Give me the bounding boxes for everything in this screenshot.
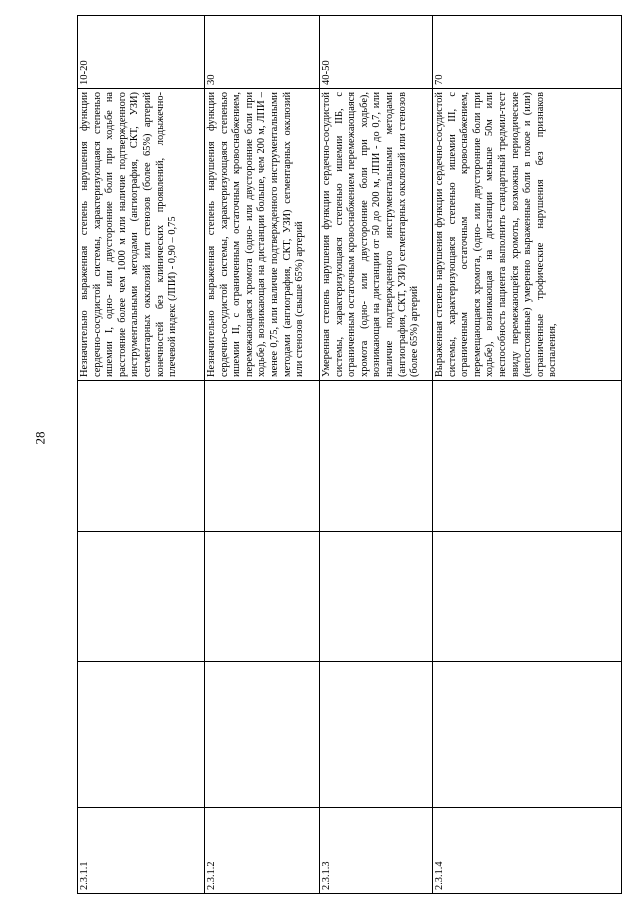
empty-cell xyxy=(78,532,205,662)
row-description: Умеренная степень нарушения функции сердечно-сосудистой системы, характеризующаяся степенью ишемии IIБ, с ограниченным остаточным кровоснабжением перемежающаяся хромота (одно- или двусторонние боли при ходьбе), возникающая на дистанции от 50 до 200 м, ЛПИ - до 0,7, или наличие подтвержденного инструментальными методами (ангиография, СКТ, УЗИ) сегментарных окклюзий или стенозов (более 65%) артерий xyxy=(320,89,433,381)
row-code: 2.3.1.4 xyxy=(433,808,622,894)
empty-cell xyxy=(205,381,320,532)
row-percent: 30 xyxy=(205,16,320,89)
empty-cell xyxy=(320,532,433,662)
row-code: 2.3.1.1 xyxy=(78,808,205,894)
row-percent: 10-20 xyxy=(78,16,205,89)
row-percent: 70 xyxy=(433,16,622,89)
empty-cell xyxy=(433,381,622,532)
empty-cell xyxy=(433,662,622,808)
row-description: Незначительно выраженная степень нарушения функции сердечно-сосудистой системы, характеризующаяся степенью ишемии I, одно- или двусторонние боли при ходьбе на расстояние более чем 1000 м или наличие подтвержденного инструментальными методами (ангиография, СКТ, УЗИ) сегментарных окклюзий или стенозов (более 65%) артерий конечностей без клинических проявлений, лодыжечно-плечевой индекс (ЛПИ) - 0,90 – 0,75 xyxy=(78,89,205,381)
empty-cell xyxy=(433,532,622,662)
criteria-table xyxy=(77,15,622,894)
table-row xyxy=(205,16,320,894)
row-code: 2.3.1.2 xyxy=(205,808,320,894)
empty-cell xyxy=(78,662,205,808)
empty-cell xyxy=(320,662,433,808)
table-row xyxy=(320,16,433,894)
table-row xyxy=(433,16,622,894)
empty-cell xyxy=(320,381,433,532)
row-code: 2.3.1.3 xyxy=(320,808,433,894)
row-description: Незначительно выраженная степень нарушения функции сердечно-сосудистой системы, характеризующаяся степенью ишемии II, с ограниченным остаточным кровоснабжением, перемежающаяся хромота (одно- или двусторонние боли при ходьбе), возникающая на дистанции больше, чем 200 м, ЛПИ – менее 0,75, или наличие подтвержденного инструментальными методами (ангиография, СКТ, УЗИ) сегментарных окклюзий или стенозов (свыше 65%) артерий xyxy=(205,89,320,381)
table-container xyxy=(77,16,621,894)
page-number: 28 xyxy=(32,431,48,445)
row-percent: 40-50 xyxy=(320,16,433,89)
empty-cell xyxy=(78,381,205,532)
empty-cell xyxy=(205,662,320,808)
rotated-table-frame xyxy=(77,16,621,894)
row-description: Выраженная степень нарушения функции сердечно-сосудистой системы, характеризующаяся степенью ишемии III, с ограниченным остаточным кровоснабжением, перемещающаяся хромота, (одно- или двусторонние боли при ходьбе), возникающая на дистанции меньше 50м или неспособность пациента выполнить стандартный тредмил-тест ввиду перемежающейся хромоты, возможны периодические (непостоянные) умеренно выраженные боли в покое и (или) ограниченные трофические нарушения без признаков воспаления, xyxy=(433,89,622,381)
table-row xyxy=(78,16,205,894)
empty-cell xyxy=(205,532,320,662)
